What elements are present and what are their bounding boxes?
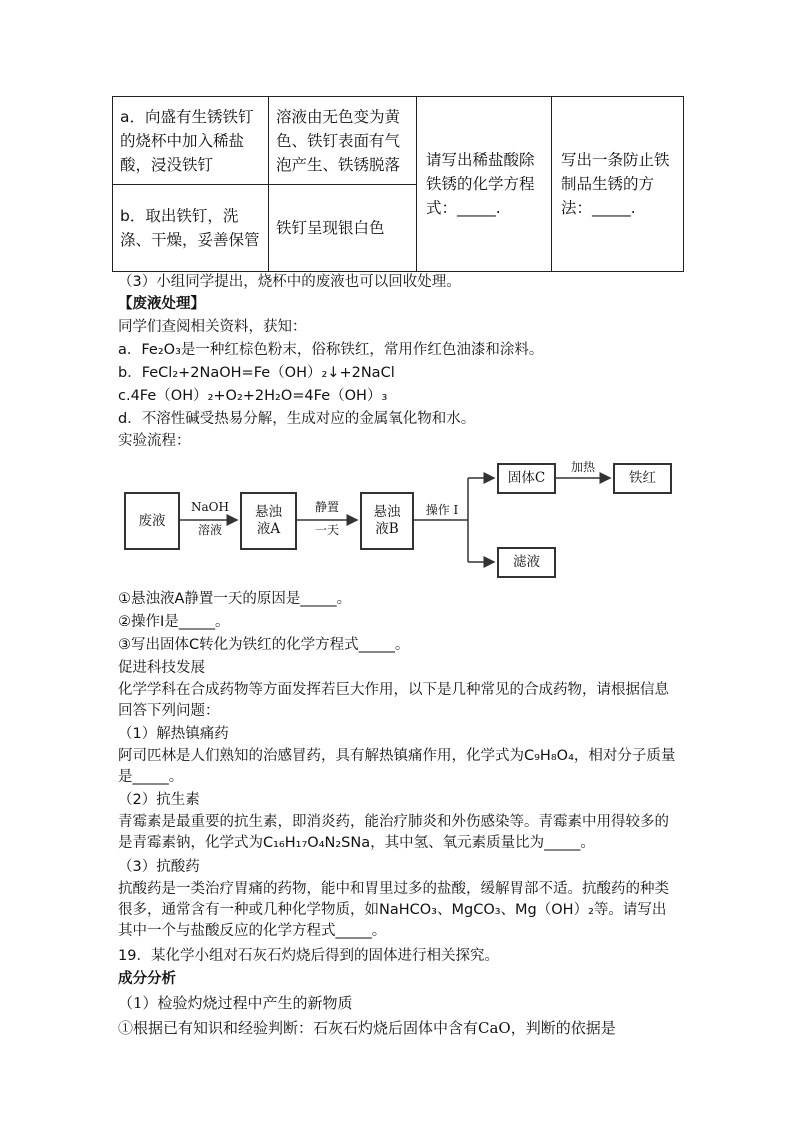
tech-intro: 化学学科在合成药物等方面发挥若巨大作用，以下是几种常见的合成药物，请根据信息回答下列问题： [118, 682, 669, 719]
arrow2-bottom-label: 一天 [314, 523, 339, 537]
sub1-heading: （1）检验灼烧过程中产生的新物质 [118, 994, 353, 1012]
fact-d: d．不溶性碱受热易分解，生成对应的金属氧化物和水。 [118, 411, 476, 427]
cell-row-a-result: 溶液由无色变为黄色、铁钉表面有气泡产生、铁锈脱落 [269, 97, 417, 185]
section3-intro: （3）小组同学提出，烧杯中的废液也可以回收处理。 [118, 274, 461, 290]
flow-title: 实验流程： [118, 433, 191, 449]
heat-label: 加热 [570, 460, 595, 474]
p2-title: （2）抗生素 [118, 792, 200, 808]
arrow1-bottom-label: 溶液 [197, 523, 222, 537]
q19-title: 19．某化学小组对石灰石灼烧后得到的固体进行相关探究。 [118, 948, 499, 964]
cell-row-b-step: b．取出铁钉，洗涤、干燥，妥善保管 [113, 185, 269, 272]
solid-c-box: 固体C [497, 463, 556, 494]
fact-b: b．FeCl₂+2NaOH=Fe（OH）₂↓+2NaCl [118, 365, 395, 381]
tech-heading: 促进科技发展 [118, 660, 205, 676]
p2-text: 青霉素是最重要的抗生素，即消炎药，能治疗肺炎和外伤感染等。青霉素中用得较多的是青霉素钠，化学式为C₁₆H₁₇O₄N₂SNa，其中氢、氧元素质量比为_____。 [118, 814, 669, 851]
arrow1-top-label: NaOH [191, 500, 229, 514]
iron-red-box: 铁红 [613, 463, 672, 494]
question-1: ①悬浊液A静置一天的原因是_____。 [118, 591, 352, 607]
p3-title: （3）抗酸药 [118, 859, 200, 875]
p1-text: 阿司匹林是人们熟知的治感冒药，具有解热镇痛作用，化学式为C₉H₈O₄，相对分子质量是_____。 [118, 748, 676, 785]
filtrate-box: 滤液 [497, 547, 556, 578]
fact-a: a．Fe₂O₃是一种红棕色粉末，俗称铁红，常用作红色油漆和涂料。 [118, 342, 544, 358]
cell-equation-question: 请写出稀盐酸除铁锈的化学方程式：_____. [417, 97, 552, 272]
waste-heading: 【废液处理】 [118, 296, 205, 312]
question-3: ③写出固体C转化为铁红的化学方程式_____。 [118, 637, 410, 653]
analysis-heading: 成分分析 [118, 971, 176, 987]
arrow2-top-label: 静置 [314, 500, 339, 514]
question-2: ②操作I是_____。 [118, 614, 230, 630]
suspension-a-box: 悬浊液A [240, 492, 297, 550]
cell-prevent-question: 写出一条防止铁制品生锈的方法：_____. [552, 97, 684, 272]
suspension-b-box: 悬浊液B [360, 492, 414, 550]
fact-c: c.4Fe（OH）₂+O₂+2H₂O=4Fe（OH）₃ [118, 388, 388, 404]
waste-box: 废液 [124, 492, 180, 550]
cell-row-a-step: a．向盛有生锈铁钉的烧杯中加入稀盐酸，浸没铁钉 [113, 97, 269, 185]
cell-row-b-result: 铁钉呈现银白色 [269, 185, 417, 272]
p1-title: （1）解热镇痛药 [118, 726, 229, 742]
sub1-item: ①根据已有知识和经验判断：石灰石灼烧后固体中含有CaO，判断的依据是 [118, 1019, 616, 1037]
lookup-text: 同学们查阅相关资料，获知： [118, 319, 307, 335]
p3-text: 抗酸药是一类治疗胃痛的药物，能中和胃里过多的盐酸，缓解胃部不适。抗酸药的种类很多，通常含有一种或几种化学物质，如NaHCO₃、MgCO₃、Mg（OH）₂等。请写出其中一个与盐酸反应的化学方程式_____。 [118, 881, 669, 939]
operation-label: 操作 I [425, 503, 459, 517]
